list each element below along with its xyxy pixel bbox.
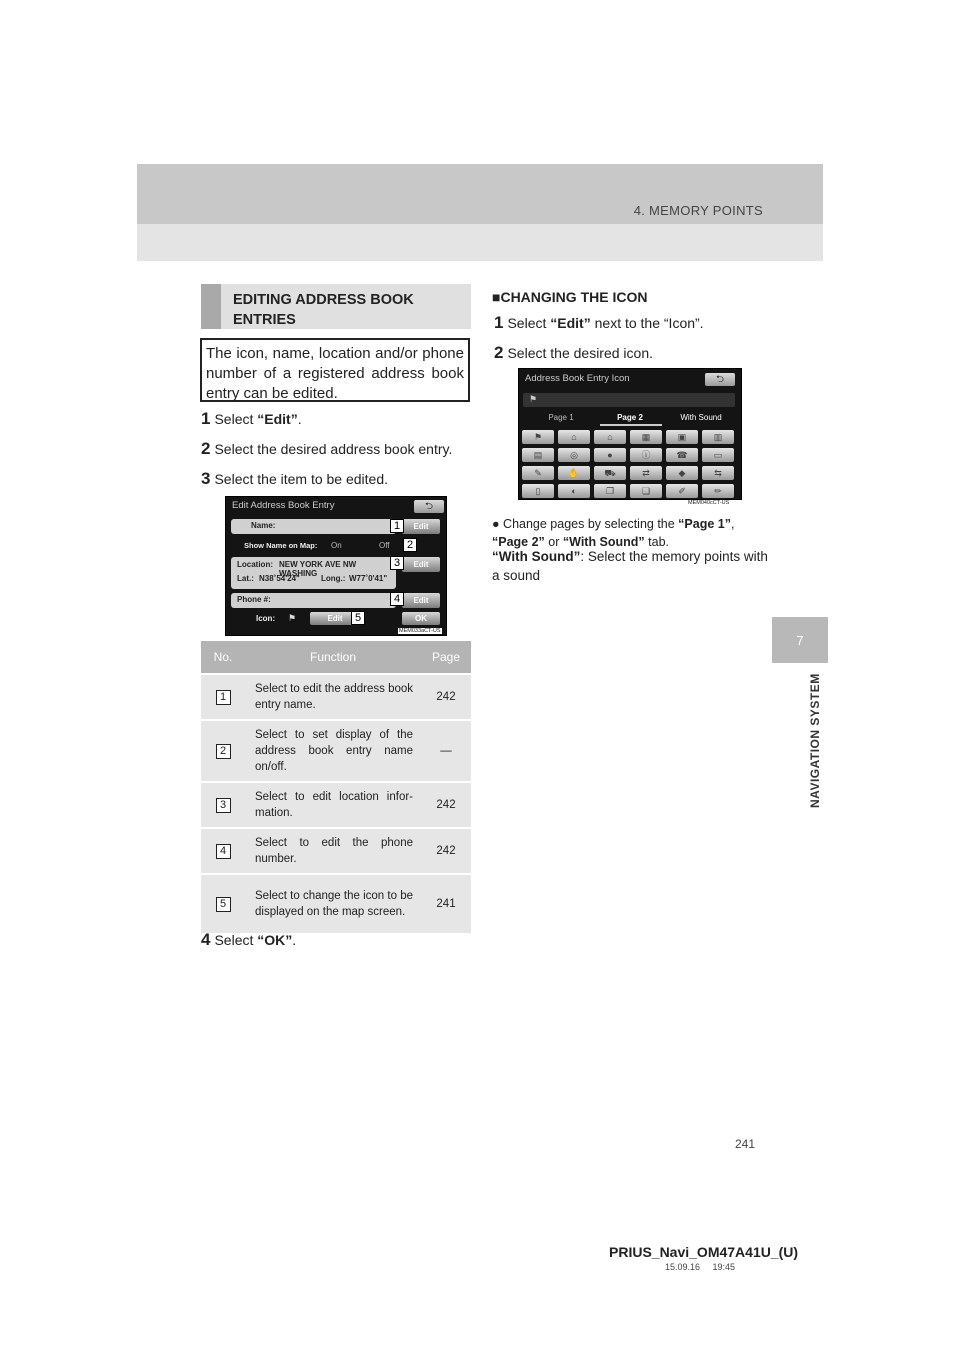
section-title: 4. MEMORY POINTS	[633, 203, 763, 218]
pencil-icon[interactable]: ✏	[702, 484, 734, 498]
row-function: Select to set display of the address book entry name on/off.	[245, 720, 421, 782]
off-option[interactable]: Off	[379, 541, 390, 550]
globe-icon[interactable]: ●	[594, 448, 626, 462]
callout-4: 4	[390, 592, 404, 606]
diamond-icon[interactable]: ◆	[666, 466, 698, 480]
tab-page-2[interactable]: Page 2	[617, 413, 643, 422]
bullet-bold-2: “Page 2”	[492, 535, 545, 549]
phone-label: Phone #:	[237, 595, 271, 604]
row-number-badge: 4	[216, 844, 231, 859]
building-icon[interactable]: ▣	[666, 430, 698, 444]
active-tab-indicator	[600, 424, 662, 426]
chapter-number: 7	[796, 632, 804, 648]
edit-phone-button[interactable]: Edit	[402, 593, 440, 608]
location-row	[231, 557, 396, 589]
callout-3: 3	[390, 556, 404, 570]
tab-with-sound[interactable]: With Sound	[680, 413, 722, 422]
school-icon[interactable]: ▤	[522, 448, 554, 462]
row-number-badge: 3	[216, 798, 231, 813]
left-step-4	[201, 930, 296, 950]
step-number: 4	[201, 930, 211, 949]
circle-icon[interactable]: ◎	[558, 448, 590, 462]
step-text: Select the desired icon.	[507, 345, 653, 361]
table-row	[201, 874, 471, 933]
heading-text	[233, 290, 414, 330]
office-icon[interactable]: ▥	[702, 430, 734, 444]
bullet-icon: ●	[492, 517, 500, 531]
image-code: MEM040cCT-US	[688, 500, 730, 506]
location-label: Location:	[237, 560, 273, 569]
step-text: Select the desired address book entry.	[214, 441, 453, 457]
row-function: Select to change the icon to be displayed on the map screen.	[245, 874, 421, 933]
image-code: MEM033aCT-US	[399, 628, 441, 634]
left-step-3	[201, 469, 388, 489]
files-icon[interactable]: ❐	[594, 484, 626, 498]
step-text: Select	[507, 315, 551, 331]
step-bold: “OK”	[257, 932, 293, 948]
thumb-icon[interactable]: ✋	[558, 466, 590, 480]
name-row	[231, 519, 396, 534]
location-value: NEW YORK AVE NW WASHING	[279, 560, 357, 578]
callout-1: 1	[390, 519, 404, 533]
bullet-bold-3: “With Sound”	[562, 535, 645, 549]
long-label: Long.:	[321, 574, 346, 583]
pages-icon[interactable]: ❏	[630, 484, 662, 498]
cart-icon[interactable]: ⛟	[594, 466, 626, 480]
preview-field	[523, 393, 735, 407]
document-date: 15.09.16 19:45	[665, 1262, 736, 1272]
table-row	[201, 782, 471, 828]
document-icon[interactable]: ▯	[522, 484, 554, 498]
long-value: W77˚0'41"	[349, 574, 388, 583]
row-function: Select to edit the address book entry name.	[245, 674, 421, 720]
right-step-2	[494, 343, 653, 363]
row-page: 242	[421, 674, 471, 720]
lat-value: N38˚54'24"	[259, 574, 300, 583]
intro-text: The icon, name, location and/or phone number of a registered address book entry can be edited.	[200, 338, 470, 402]
table-row	[201, 674, 471, 720]
subsection-heading: ■CHANGING THE ICON	[492, 289, 648, 305]
bullet-text-pre: Change pages by selecting the	[503, 517, 679, 531]
phone-icon[interactable]: ☎	[666, 448, 698, 462]
heading-line-2: ENTRIES	[233, 312, 296, 328]
show-name-label: Show Name on Map:	[244, 541, 318, 550]
left-step-2	[201, 439, 452, 459]
step-number: 1	[494, 313, 504, 332]
tab-page-1[interactable]: Page 1	[548, 413, 574, 422]
info-icon[interactable]: ⓘ	[630, 448, 662, 462]
row-page: 242	[421, 782, 471, 828]
function-table	[201, 641, 471, 933]
page-number: 241	[735, 1137, 756, 1151]
right-step-1	[494, 313, 704, 333]
flag-icon: ⚑	[529, 394, 538, 404]
row-function: Select to edit location infor-mation.	[245, 782, 421, 828]
back-icon[interactable]: ⮌	[705, 373, 735, 386]
step-bold: “Edit”	[550, 315, 591, 331]
flag-icon: ⚑	[288, 613, 297, 623]
flag-icon[interactable]: ⚑	[522, 430, 554, 444]
screen-title: Edit Address Book Entry	[232, 500, 335, 511]
icon-label: Icon:	[256, 614, 276, 623]
definition-text: : Select the memory points with a sound	[492, 549, 768, 583]
ok-button[interactable]: OK	[402, 612, 440, 625]
bullet-text-post: tab.	[644, 535, 670, 549]
row-function: Select to edit the phone number.	[245, 828, 421, 874]
step-text-end: .	[292, 932, 297, 948]
callout-2: 2	[403, 538, 417, 552]
heading-accent-bar	[201, 284, 221, 329]
header-subband	[137, 224, 823, 261]
row-number-badge: 5	[216, 897, 231, 912]
col-function: Function	[245, 641, 421, 674]
step-text-end: next to the “Icon”.	[590, 315, 704, 331]
step-text: Select	[214, 932, 258, 948]
edit-location-button[interactable]: Edit	[402, 557, 440, 572]
edit-icon-button[interactable]: Edit	[310, 612, 360, 625]
lat-label: Lat.:	[237, 574, 254, 583]
step-number: 1	[201, 409, 211, 428]
left-step-1	[201, 409, 302, 429]
swap-icon[interactable]: ⇆	[702, 466, 734, 480]
row-number-badge: 2	[216, 744, 231, 759]
chapter-title-vertical	[772, 668, 828, 828]
step-number: 2	[494, 343, 504, 362]
name-label: Name:	[251, 521, 276, 530]
definition-term: “With Sound”	[492, 549, 581, 564]
row-page: —	[421, 720, 471, 782]
step-number: 2	[201, 439, 211, 458]
col-no: No.	[201, 641, 245, 674]
table-row	[201, 828, 471, 874]
chapter-title: NAVIGATION SYSTEM	[808, 673, 822, 808]
bullet-bold-1: “Page 1”	[678, 517, 731, 531]
pen-icon[interactable]: ✐	[666, 484, 698, 498]
edit-name-button[interactable]: Edit	[402, 519, 440, 534]
back-icon[interactable]: ⮌	[414, 500, 444, 513]
on-option[interactable]: On	[331, 541, 342, 550]
home-icon[interactable]: ⌂	[558, 430, 590, 444]
step-bold: “Edit”	[257, 411, 298, 427]
house-icon[interactable]: ⌂	[594, 430, 626, 444]
row-page: 241	[421, 874, 471, 933]
edit-entry-screenshot	[225, 496, 447, 636]
chapter-tab	[772, 617, 828, 663]
shop-icon[interactable]: ▦	[630, 430, 662, 444]
step-text-end: .	[297, 411, 302, 427]
screen-title: Address Book Entry Icon	[525, 373, 630, 384]
step-text: Select	[214, 411, 258, 427]
callout-5: 5	[351, 611, 365, 625]
bullet-sep-1: ,	[730, 517, 735, 531]
table-header-row	[201, 641, 471, 674]
step-text: Select the item to be edited.	[214, 471, 389, 487]
bullet-note	[492, 515, 772, 551]
table-row	[201, 720, 471, 782]
row-number-badge: 1	[216, 690, 231, 705]
col-page: Page	[421, 641, 471, 674]
phone-row	[231, 593, 396, 608]
document-id: PRIUS_Navi_OM47A41U_(U)	[609, 1244, 799, 1260]
with-sound-definition	[492, 547, 774, 585]
step-number: 3	[201, 469, 211, 488]
tool-icon[interactable]: ✎	[522, 466, 554, 480]
row-page: 242	[421, 828, 471, 874]
bullet-sep-2: or	[544, 535, 563, 549]
route-icon[interactable]: ⇄	[630, 466, 662, 480]
heading-line-1: EDITING ADDRESS BOOK	[233, 292, 414, 308]
car-icon[interactable]: ▭	[702, 448, 734, 462]
half-circle-icon[interactable]: ◐	[558, 484, 590, 498]
section-heading	[201, 284, 471, 329]
